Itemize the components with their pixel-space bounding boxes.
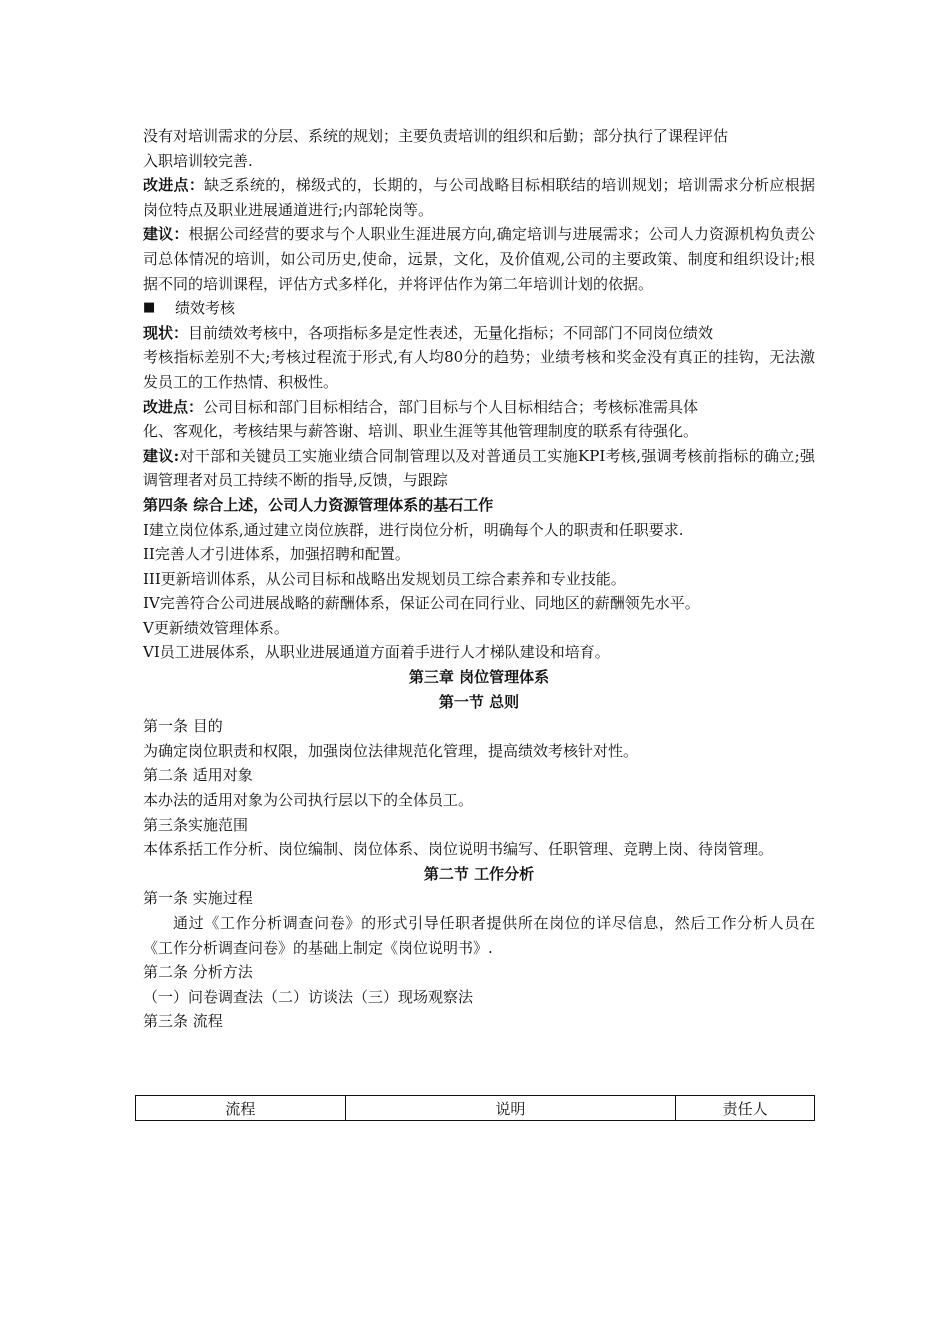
article-title: 第三条实施范围 bbox=[143, 815, 249, 834]
article-text: 本办法的适用对象为公司执行层以下的全体员工。 bbox=[143, 791, 474, 810]
text: 目前绩效考核中，各项指标多是定性表述，无量化指标；不同部门不同岗位绩效 bbox=[188, 323, 714, 342]
text: 缺乏系统的，梯级式的，长期的，与公司战略目标相联结的培训规划；培训需求分析应根据岗位特点及职业进展通道进行;内部轮岗等。 bbox=[143, 176, 815, 219]
list-item: V更新绩效管理体系。 bbox=[143, 618, 289, 637]
table-header-cell: 流程 bbox=[136, 1096, 346, 1121]
label: 现状： bbox=[143, 323, 189, 342]
text: 根据公司经营的要求与个人职业生涯进展方向,确定培训与进展需求；公司人力资源机构负责公司总体情况的培训，如公司历史,使命，远景，文化，及价值观,公司的主要政策、制度和组织设计;根据不同的培训课程，评估方式多样化，并将评估作为第二年培训计划的依据。 bbox=[143, 225, 815, 293]
section-title: 第二节 工作分析 bbox=[423, 864, 535, 883]
bullet-item bbox=[143, 296, 815, 321]
list-item: III更新培训体系，从公司目标和战略出发规划员工综合素养和专业技能。 bbox=[143, 569, 626, 588]
suggestion-paragraph bbox=[143, 222, 815, 296]
label: 改进点： bbox=[143, 397, 204, 416]
improvement-paragraph bbox=[143, 395, 815, 420]
label: 改进点： bbox=[143, 176, 205, 195]
article-title: 第三条 流程 bbox=[143, 1012, 223, 1031]
text-line: 入职培训较完善. bbox=[143, 151, 253, 170]
article-text: 通过《工作分析调查问卷》的形式引导任职者提供所在岗位的详尽信息，然后工作分析人员在《工作分析调查问卷》的基础上制定《岗位说明书》. bbox=[143, 914, 815, 957]
article-text: 为确定岗位职责和权限，加强岗位法律规范化管理，提高绩效考核针对性。 bbox=[143, 741, 639, 760]
list-item: II完善人才引进体系，加强招聘和配置。 bbox=[143, 545, 410, 564]
list-item: IV完善符合公司进展战略的薪酬体系，保证公司在同行业、同地区的薪酬领先水平。 bbox=[143, 594, 700, 613]
text: 公司目标和部门目标相结合，部门目标与个人目标相结合；考核标准需具体 bbox=[203, 397, 699, 416]
article-title: 第一条 目的 bbox=[143, 717, 223, 736]
square-bullet-icon: ■ bbox=[143, 300, 156, 316]
process-table bbox=[135, 1095, 815, 1121]
list-item: I建立岗位体系,通过建立岗位族群，进行岗位分析，明确每个人的职责和任职要求. bbox=[143, 520, 684, 539]
label: 建议： bbox=[143, 225, 189, 244]
text: 对干部和关键员工实施业绩合同制管理以及对普通员工实施KPI考核,强调考核前指标的确立;强调管理者对员工持续不断的指导,反馈，与跟踪 bbox=[143, 446, 815, 490]
bullet-text: 绩效考核 bbox=[175, 299, 236, 318]
section-title: 第一节 总则 bbox=[438, 692, 520, 711]
text-line: 考核指标差别不大;考核过程流于形式,有人均80分的趋势；业绩考核和奖金没有真正的挂钩，无法激发员工的工作热情、积极性。 bbox=[143, 348, 815, 391]
table-header-cell: 说明 bbox=[345, 1096, 676, 1121]
document-body bbox=[143, 124, 815, 1034]
article-title: 第一条 实施过程 bbox=[143, 889, 253, 908]
article-title: 第二条 适用对象 bbox=[143, 766, 253, 785]
article-title: 第二条 分析方法 bbox=[143, 963, 253, 982]
text-line: 化、客观化，考核结果与薪答谢、培训、职业生涯等其他管理制度的联系有待强化。 bbox=[143, 422, 699, 441]
list-item: VI员工进展体系，从职业进展通道方面着手进行人才梯队建设和培育。 bbox=[143, 643, 610, 662]
text-line: 没有对培训需求的分层、系统的规划；主要负责培训的组织和后勤；部分执行了课程评估 bbox=[143, 127, 729, 145]
chapter-title: 第三章 岗位管理体系 bbox=[408, 668, 550, 687]
article-heading: 第四条 综合上述，公司人力资源管理体系的基石工作 bbox=[143, 495, 494, 514]
article-text: 本体系括工作分析、岗位编制、岗位体系、岗位说明书编写、任职管理、竞聘上岗、待岗管理。 bbox=[143, 840, 774, 859]
article-text: （一）问卷调查法（二）访谈法（三）现场观察法 bbox=[143, 987, 474, 1006]
improvement-paragraph bbox=[143, 173, 815, 222]
suggestion-paragraph bbox=[143, 444, 815, 493]
status-paragraph bbox=[143, 321, 815, 346]
table-header-cell: 责任人 bbox=[676, 1096, 815, 1121]
label: 建议: bbox=[143, 446, 180, 465]
table-header-row bbox=[136, 1096, 815, 1121]
